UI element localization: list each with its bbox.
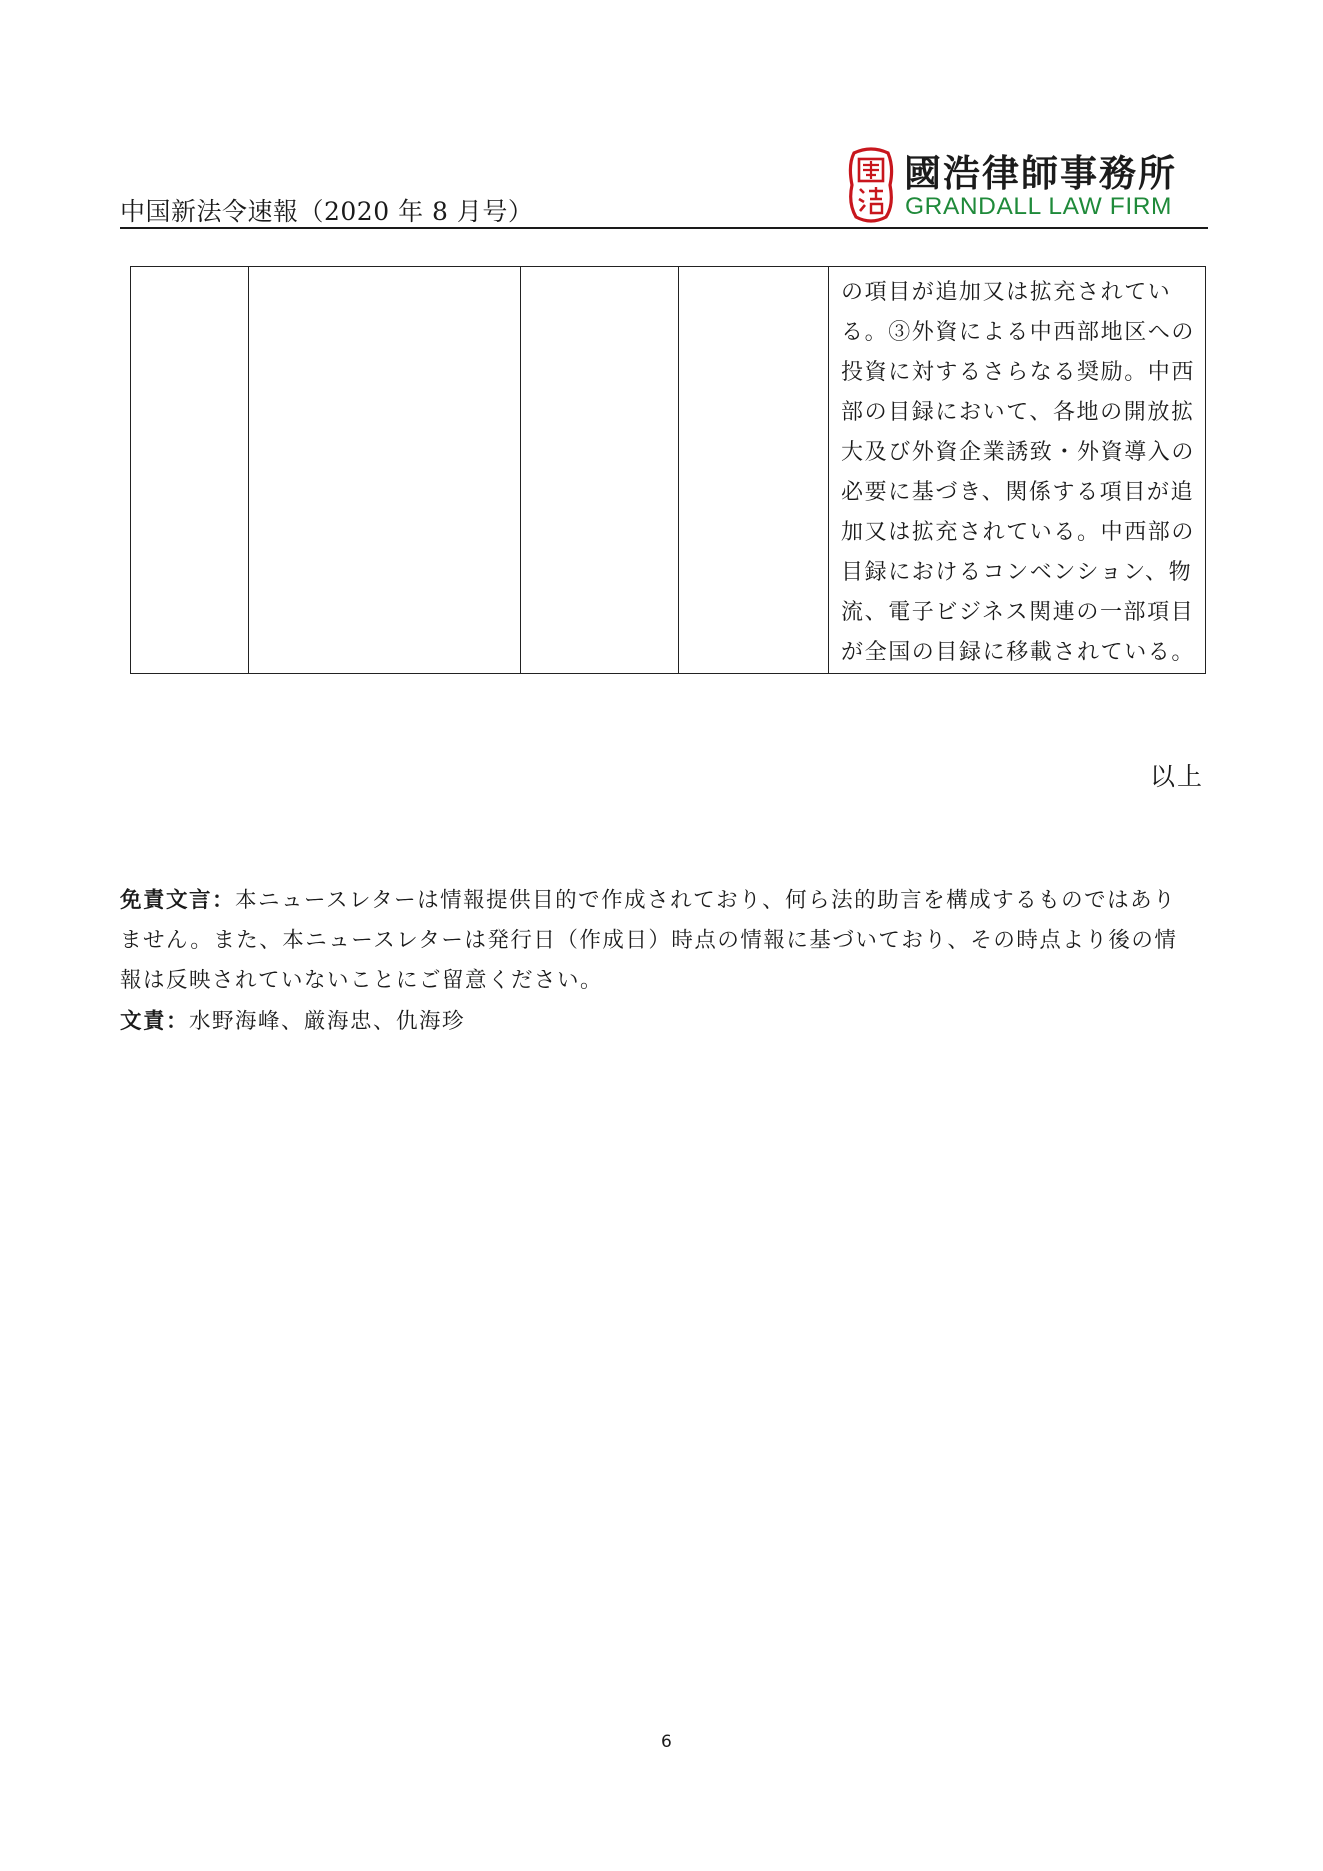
- table-cell: [249, 267, 521, 674]
- newsletter-title: 中国新法令速報（2020 年 8 月号）: [120, 197, 534, 226]
- text-line: 必要に基づき、関係する項目が追: [841, 480, 1195, 505]
- table-cell: [521, 267, 679, 674]
- disclaimer-line: ません。また、本ニュースレターは発行日（作成日）時点の情報に基づいており、その時点より後の情: [120, 928, 1178, 953]
- page-number: 6: [661, 1732, 672, 1752]
- text-line: 部の目録において、各地の開放拡: [841, 400, 1195, 425]
- disclaimer-text: 本ニュースレターは情報提供目的で作成されており、何ら法的助言を構成するものではあり: [235, 888, 1177, 913]
- header-divider: [120, 227, 1208, 229]
- authors: [120, 1002, 465, 1042]
- table-cell: [131, 267, 249, 674]
- authors-label: 文責：: [120, 1009, 190, 1034]
- text-line: る。③外資による中西部地区への: [841, 320, 1196, 345]
- text-line: 大及び外資企業誘致・外資導入の: [841, 440, 1196, 465]
- firm-name-english: GRANDALL LAW FIRM: [905, 193, 1173, 220]
- cell-paragraph: [829, 267, 1205, 673]
- disclaimer-line: 報は反映されていないことにご留意ください。: [120, 968, 604, 993]
- authors-names: 水野海峰、厳海忠、仇海珍: [189, 1009, 466, 1034]
- text-line: の項目が追加又は拡充されてい: [841, 280, 1172, 305]
- disclaimer: [120, 881, 1210, 1001]
- table-row: [131, 267, 1206, 674]
- closing-mark: 以上: [1150, 762, 1205, 791]
- text-line: 目録におけるコンベンション、物: [841, 560, 1193, 585]
- text-line: 投資に対するさらなる奨励。中西: [841, 360, 1196, 385]
- text-line: が全国の目録に移載されている。: [841, 640, 1196, 665]
- text-line: 流、電子ビジネス関連の一部項目: [841, 600, 1195, 625]
- text-line: 加又は拡充されている。中西部の: [841, 520, 1196, 545]
- firm-name-chinese: 國浩律師事務所: [904, 152, 1177, 195]
- disclaimer-label: 免責文言：: [120, 888, 236, 913]
- firm-logo: [848, 143, 1188, 225]
- regulation-table: [130, 266, 1206, 674]
- disclaimer-line: [120, 881, 1210, 921]
- table-cell: [679, 267, 829, 674]
- seal-icon: [848, 147, 894, 223]
- table-cell: [829, 267, 1206, 674]
